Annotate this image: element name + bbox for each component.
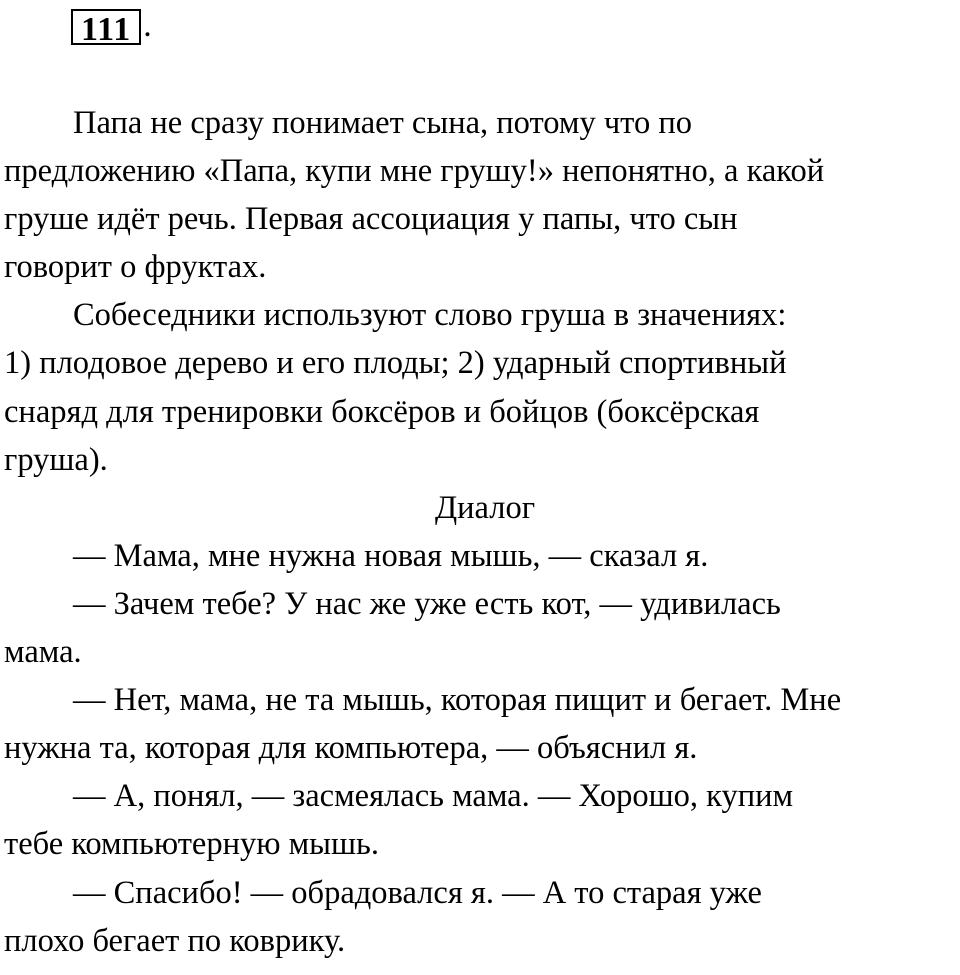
dialog-heading: Диалог xyxy=(434,489,536,526)
text-line: говорит о фруктах. xyxy=(4,249,267,286)
text-line: 1) плодовое дерево и его плоды; 2) ударный спортивный xyxy=(4,345,787,382)
text-line: — Спасибо! — обрадовался я. — А то старая уже xyxy=(73,874,762,911)
text-line: тебе компьютерную мышь. xyxy=(4,826,379,863)
text-line: нужна та, которая для компьютера, — объяснил я. xyxy=(4,730,698,767)
text-line: — Мама, мне нужна новая мышь, — сказал я. xyxy=(73,537,709,574)
exercise-number-box: 111 xyxy=(71,9,141,45)
text-line: снаряд для тренировки боксёров и бойцов (боксёрская xyxy=(4,393,760,430)
text-line: Собеседники используют слово груша в значениях: xyxy=(73,297,787,334)
text-line: плохо бегает по коврику. xyxy=(4,922,346,959)
text-line: — А, понял, — засмеялась мама. — Хорошо, купим xyxy=(73,778,794,815)
text-line: предложению «Папа, купи мне грушу!» непонятно, а какой xyxy=(4,153,825,190)
text-line: — Зачем тебе? У нас же уже есть кот, — удивилась xyxy=(73,585,781,622)
text-line: груша). xyxy=(4,441,108,478)
text-line: — Нет, мама, не та мышь, которая пищит и бегает. Мне xyxy=(73,682,842,719)
text-line: мама. xyxy=(4,634,82,671)
text-line: груше идёт речь. Первая ассоциация у папы, что сын xyxy=(4,201,738,238)
text-line: Папа не сразу понимает сына, потому что по xyxy=(73,105,692,141)
exercise-number-dot: . xyxy=(143,7,152,44)
exercise-number xyxy=(71,5,152,48)
exercise-text xyxy=(4,99,960,965)
